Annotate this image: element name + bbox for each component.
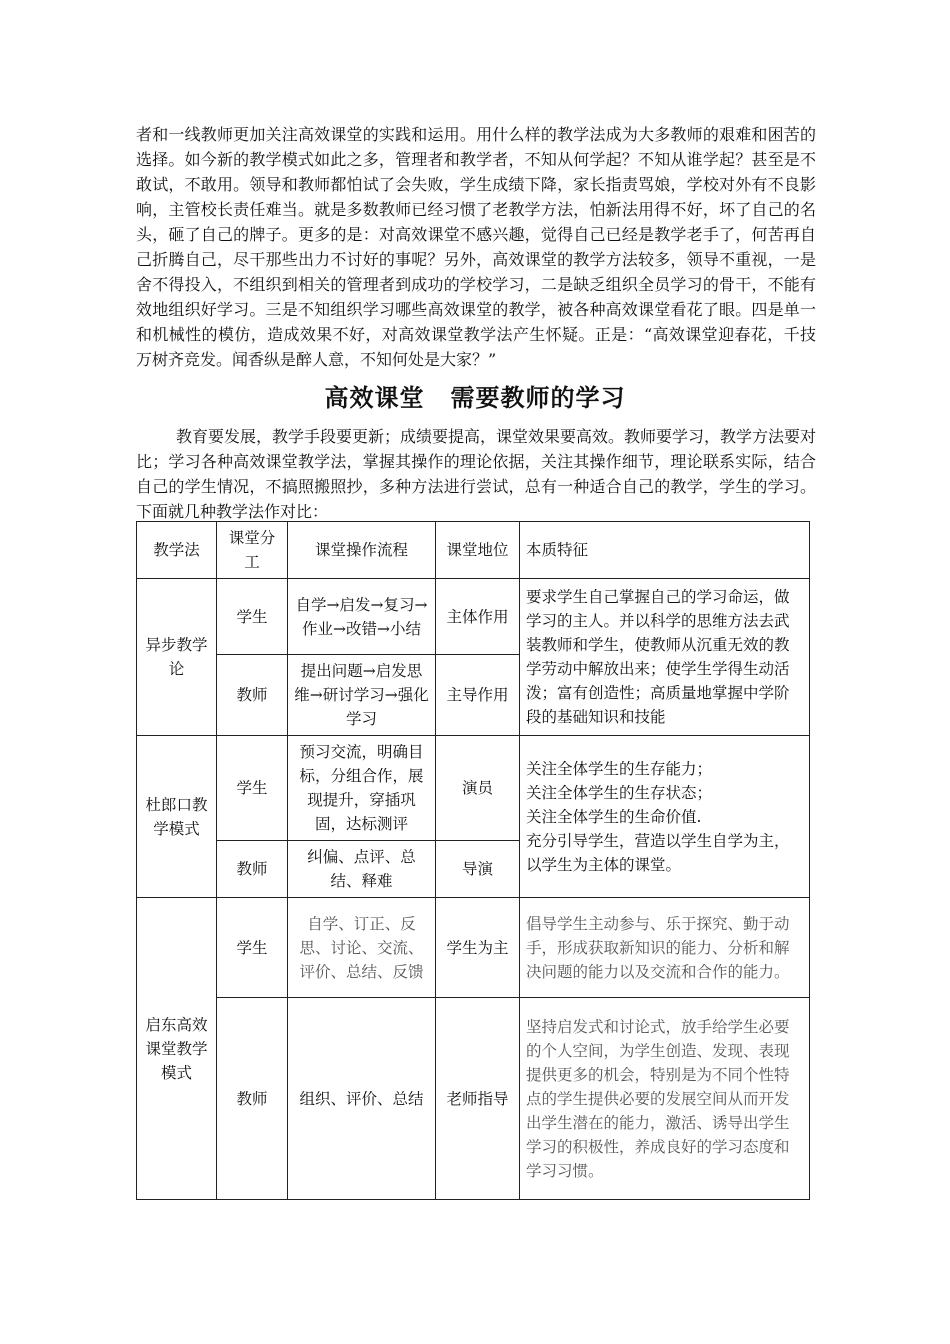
process-cell: 预习交流，明确目标，分组合作，展现提升，穿插巩固，达标测评 [288,736,436,841]
feature-line: 关注全体学生的生存能力； [526,759,713,778]
process-cell: 组织、评价、总结 [288,998,436,1200]
status-cell: 主体作用 [436,579,520,655]
process-cell: 纠偏、点评、总结、释难 [288,841,436,898]
process-cell: 自学→启发→复习→作业→改错→小结 [288,579,436,655]
table-row [137,998,810,1200]
role-cell: 教师 [217,655,288,736]
role-cell: 教师 [217,998,288,1200]
body-paragraph: 教育要发展，教学手段要更新；成绩要提高，课堂效果要高效。教师要学习，教学方法要对比；学习各种高效课堂教学法，掌握其操作的理论依据，关注其操作细节，理论联系实际，结合自己的学生情况，不搞照搬照抄，多种方法进行尝试，总有一种适合自己的教学，学生的学习。下面就几种教学法作对比： [136,427,817,521]
section-heading [0,382,950,414]
method-name: 异步教学论 [137,579,217,736]
header-status: 课堂地位 [436,522,520,579]
role-cell: 学生 [217,898,288,998]
status-cell: 主导作用 [436,655,520,736]
teaching-methods-table [136,521,810,1200]
status-cell: 老师指导 [436,998,520,1200]
feature-cell [520,736,810,898]
process-cell: 提出问题→启发思维→研讨学习→强化学习 [288,655,436,736]
status-cell: 学生为主 [436,898,520,998]
table-row [137,579,810,655]
method-name: 杜郎口教学模式 [137,736,217,898]
role-cell: 教师 [217,841,288,898]
feature-cell: 坚持启发式和讨论式，放手给学生必要的个人空间，为学生创造、发现、表现提供更多的机会，特别是为不同个性特点的学生提供必要的发展空间从而开发出学生潜在的能力，激活、诱导出学生学习的积极性，养成良好的学习态度和学习习惯。 [520,998,810,1200]
feature-cell: 倡导学生主动参与、乐于探究、勤于动手，形成获取新知识的能力、分析和解决问题的能力以及交流和合作的能力。 [520,898,810,998]
table-header-row [137,522,810,579]
feature-line: 充分引导学生，营造以学生自学为主，以学生为主体的课堂。 [526,831,790,874]
heading-part-2: 需要教师的学习 [450,384,626,412]
process-cell: 自学、订正、反思、讨论、交流、评价、总结、反馈 [288,898,436,998]
feature-line: 关注全体学生的生命价值. [526,807,702,826]
feature-cell: 要求学生自己掌握自己的学习命运，做学习的主人。并以科学的思维方法去武装教师和学生，使教师从沉重无效的教学劳动中解放出来；使学生学得生动活泼；富有创造性；高质量地掌握中学阶段的基础知识和技能 [520,579,810,736]
table-row [137,898,810,998]
intro-paragraph: 者和一线教师更加关注高效课堂的实践和运用。用什么样的教学法成为大多教师的艰难和困苦的选择。如今新的教学模式如此之多，管理者和教学者，不知从何学起？不知从谁学起？甚至是不敢试，不敢用。领导和教师都怕试了会失败，学生成绩下降，家长指责骂娘，学校对外有不良影响，主管校长责任难当。就是多数教师已经习惯了老教学方法，怕新法用得不好，坏了自己的名头，砸了自己的牌子。更多的是：对高效课堂不感兴趣，觉得自己已经是教学老手了，何苦再自己折腾自己，尽干那些出力不讨好的事呢？另外，高效课堂的教学方法较多，领导不重视，一是舍不得投入，不组织到相关的管理者到成功的学校学习，二是缺乏组织全员学习的骨干，不能有效地组织好学习。三是不知组织学习哪些高效课堂的教学，被各种高效课堂看花了眼。四是单一和机械性的模仿，造成效果不好，对高效课堂教学法产生怀疑。正是：“高效课堂迎春花，千技万树齐竞发。闻香纵是醉人意，不知何处是大家？” [136,125,816,369]
status-cell: 导演 [436,841,520,898]
table-row [137,736,810,841]
role-cell: 学生 [217,579,288,655]
header-feature: 本质特征 [520,522,810,579]
role-cell: 学生 [217,736,288,841]
heading-part-1: 高效课堂 [324,384,425,412]
status-cell: 演员 [436,736,520,841]
header-process: 课堂操作流程 [288,522,436,579]
header-division: 课堂分工 [217,522,288,579]
method-name: 启东高效课堂教学模式 [137,898,217,1200]
header-method: 教学法 [137,522,217,579]
feature-line: 关注全体学生的生存状态； [526,783,713,802]
